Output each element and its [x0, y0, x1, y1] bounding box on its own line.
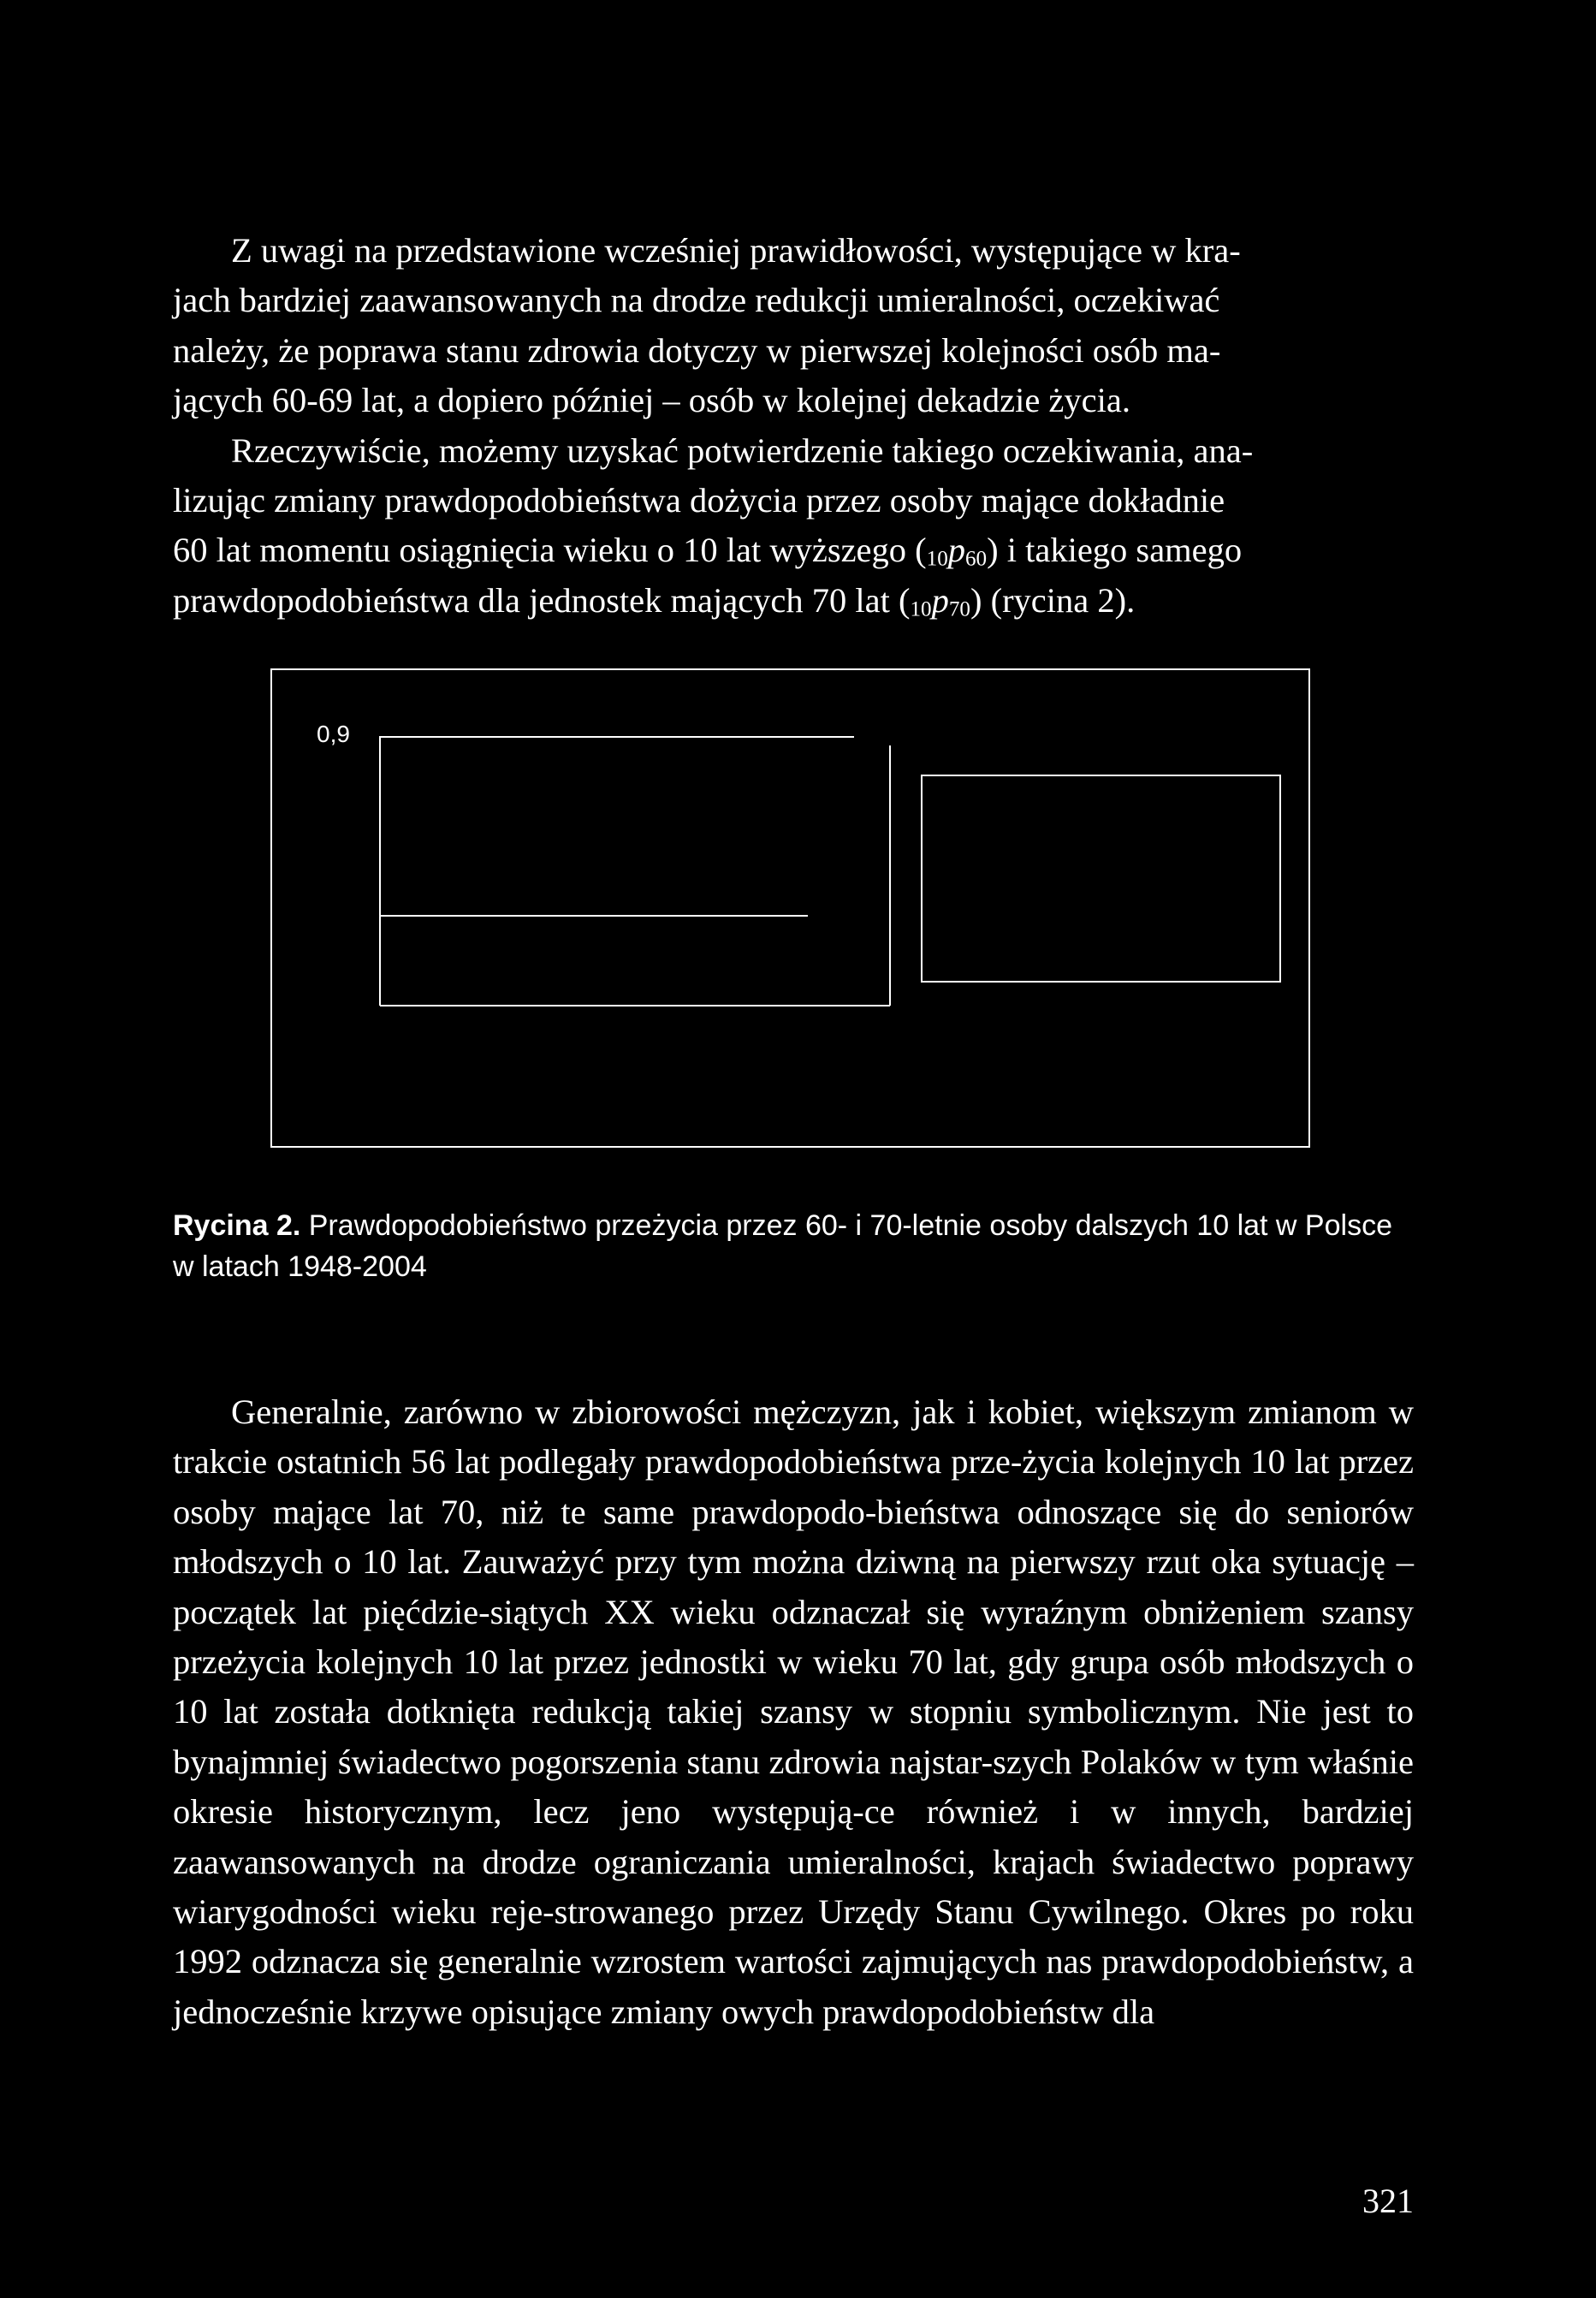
- figure-right-rect: [922, 775, 1280, 982]
- figure-caption: [173, 1205, 1414, 1287]
- paragraph-2: Generalnie, zarówno w zbiorowości mężczyzn, jak i kobiet, większym zmianom w trakcie ostatnich 56 lat podlegały prawdopodobieństwa prze-życia kolejnych 10 lat przez osoby mające lat 70, niż te same prawdopodo-bieństwa odnoszące się do seniorów młodszych o 10 lat. Zauważyć przy tym można dziwną na pierwszy rzut oka sytuację – początek lat pięćdzie-siątych XX wieku odznaczał się wyraźnym obniżeniem szansy przeżycia kolejnych 10 lat przez jednostki w wieku 70 lat, gdy grupa osób młodszych o 10 lat została dotknięta redukcją takiej szansy w stopniu symbolicznym. Nie jest to bynajmniej świadectwo pogorszenia stanu zdrowia najstar-szych Polaków w tym właśnie okresie historycznym, lecz jeno występują-ce również i w innych, bardziej zaawansowanych na drodze ograniczania umieralności, krajach świadectwo poprawy wiarygodności wieku reje-strowanego przez Urzędy Stanu Cywilnego. Okres po roku 1992 odznacza się generalnie wzrostem wartości zajmujących nas prawdopodobieństw, a jednocześnie krzywe opisujące zmiany owych prawdopodobieństw dla: [173, 1392, 1414, 2031]
- paragraph-1-line-3: należy, że poprawa stanu zdrowia dotyczy w pierwszej kolejności osób ma-: [173, 330, 1221, 370]
- symbol-1-prefix: 10: [926, 547, 948, 571]
- figure-graphic: [270, 668, 1310, 1148]
- paragraph-1-line-7: [173, 526, 1414, 575]
- paragraph-1-line-5: Rzeczywiście, możemy uzyskać potwierdzenie takiego oczekiwania, ana-: [231, 431, 1254, 470]
- line-7-start: 60 lat momentu osiągnięcia wieku o 10 lat wyższego (: [173, 531, 927, 570]
- y-tick-label: 0,9: [317, 721, 350, 747]
- paragraph-1-line-8: [173, 576, 1414, 626]
- caption-text: Prawdopodobieństwo przeżycia przez 60- i 70-letnie osoby dalszych 10 lat w Polsce w latach 1948-2004: [173, 1209, 1392, 1283]
- page-number: 321: [1362, 2182, 1414, 2220]
- symbol-1-suffix: 60: [965, 547, 988, 571]
- line-8-start: prawdopodobieństwa dla jednostek mających 70 lat (: [173, 580, 911, 620]
- symbol-2-p: p: [931, 580, 949, 620]
- symbol-1-p: p: [947, 531, 965, 570]
- symbol-2-suffix: 70: [948, 597, 970, 621]
- paragraph-1-line-1: Z uwagi na przedstawione wcześniej prawidłowości, występujące w kra-: [231, 231, 1241, 270]
- paragraph-1-line-2: jach bardziej zaawansowanych na drodze redukcji umieralności, oczekiwać: [173, 281, 1220, 320]
- line-7-end: ) i takiego samego: [987, 531, 1243, 570]
- paragraph-1: [173, 226, 1414, 626]
- line-8-end: ) (rycina 2).: [970, 580, 1136, 620]
- paragraph-1-line-6: lizując zmiany prawdopodobieństwa dożycia przez osoby mające dokładnie: [173, 481, 1225, 520]
- caption-lead: Rycina 2.: [173, 1209, 301, 1242]
- paragraph-1-line-4: jących 60-69 lat, a dopiero później – osób w kolejnej dekadzie życia.: [173, 381, 1130, 420]
- symbol-2-prefix: 10: [910, 597, 932, 621]
